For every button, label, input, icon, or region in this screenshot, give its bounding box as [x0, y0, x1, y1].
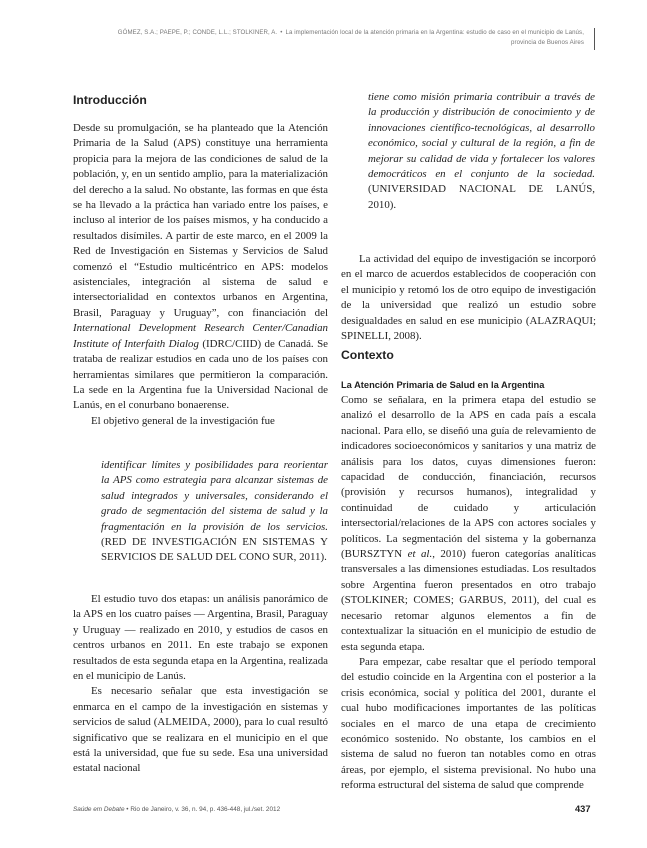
intro-p1-text-b: (IDRC/CIID) de Canadá. Se trataba de realizar estudios en cada uno de los países con herramientas similares que permitieron la comparación. La sede en la Argentina fue la Universidad Nacional de Lanús, en el conurbano bonaerense.	[73, 337, 328, 412]
university-quote-italic: tiene como misión primaria contribuir a través de la producción y distribución de conocimiento y de innovaciones científico-tecnológicas, al desarrollo económico, social y cultural de la región, a fin de mejorar su calidad de vida y fortalecer los valores democráticos en el conjunto de la sociedad.	[368, 91, 595, 181]
objective-quote	[101, 458, 328, 566]
team-paragraph	[341, 252, 596, 344]
header-rule	[594, 28, 595, 50]
intro-paragraph-1	[73, 121, 328, 429]
header-title-line2: provincia de Buenos Aires	[511, 39, 584, 46]
team-paragraph-text: La actividad del equipo de investigación se incorporó en el marco de acuerdos establecidos de cooperación con el municipio y retomó los de otro equipo de investigación de la universidad que realizó un estudio sobre desigualdades en salud en ese municipio (ALAZRAQUI; SPINELLI, 2008).	[341, 253, 596, 343]
contexto-paragraph-2: Para empezar, cabe resaltar que el período temporal del estudio coincide en la Argentina con el posterior a la crisis económica, social y política del 2001, durante el cual hubo modificaciones importantes de las políticas sociales en el marco de una etapa de crecimiento económico sostenido. No obstante, los cambios en el sistema de salud no fueron tan notables como en otras áreas, por ejemplo, el sistema previsional. No hubo una reforma estructural del sistema de salud que comprende	[341, 655, 596, 792]
university-quote	[368, 90, 595, 213]
section-heading-contexto: Contexto	[341, 348, 394, 362]
subsection-heading-aps-argentina: La Atención Primaria de Salud en la Argentina	[341, 380, 545, 390]
footer-journal: Saúde em Debate	[73, 806, 125, 813]
page-number: 437	[575, 804, 591, 814]
footer-separator: •	[126, 806, 129, 813]
header-authors: GÓMEZ, S.A.; PAEPE, P.; CONDE, L.L.; STOLKINER, A.	[117, 29, 278, 36]
header-title-line1: La implementación local de la atención primaria en la Argentina: estudio de caso en el municipio de Lanús,	[285, 29, 584, 36]
intro-p1-italic: International Development Research Center/Canadian Institute of Interfaith Dialog	[73, 322, 328, 350]
intro-paragraph-2: El objetivo general de la investigación fue	[91, 414, 275, 427]
objective-quote-italic: identificar límites y posibilidades para reorientar la APS como estrategia para alcanzar sistemas de salud integrados y universales, considerando el grado de segmentación del sistema de salud y la fragmentación en la provisión de los servicios.	[101, 459, 328, 533]
contexto-paragraphs	[341, 393, 596, 794]
running-header-line1	[72, 28, 584, 38]
objective-quote-citation: (RED DE INVESTIGACIÓN EN SISTEMAS Y SERVICIOS DE SALUD DEL CONO SUR, 2011).	[101, 536, 328, 564]
section-heading-introduccion: Introducción	[73, 93, 147, 107]
header-separator: •	[280, 29, 283, 36]
intro-paragraphs-3-4	[73, 592, 328, 777]
intro-paragraph-3: El estudio tuvo dos etapas: un análisis panorámico de la APS en los cuatro países — Argentina, Brasil, Paraguay y Uruguay — realizado en 2010, y estudios de casos en centros urbanos en 2011. En este trabajo se exponen resultados de esta segunda etapa en la Argentina, realizada en el municipio de Lanús.	[73, 593, 328, 683]
footer-details: Rio de Janeiro, v. 36, n. 94, p. 436-448, jul./set. 2012	[130, 806, 281, 813]
university-quote-citation: (UNIVERSIDAD NACIONAL DE LANÚS, 2010).	[368, 183, 595, 211]
contexto-p1-text-b: , 2010) fueron categorías analíticas transversales a las dimensiones estudiadas. Los resultados sobre Argentina fueron presentados en otro trabajo (STOLKINER; COMES; GARBUS, 2011), del cual es necesario retomar algunos elementos a fin de contextualizar la situación en el municipio de estudio de esta segunda etapa.	[341, 548, 596, 653]
intro-p1-text-a: Desde su promulgación, se ha planteado que la Atención Primaria de la Salud (APS) constituye una herramienta propicia para la mejora de las condiciones de salud de la población, y, en un sentido amplio, para la materialización del derecho a la salud. No obstante, las formas en que ésta se ha llevado a la práctica han variado entre los países, e incluso al interior de los países mismos, y ha conducido a resultados disímiles. A partir de este marco, en el 2009 la Red de Investigación en Sistemas y Servicios de Salud comenzó el “Estudio multicéntrico en APS: modelos asistenciales, integración al sistema de salud e intersectorialidad en contextos urbanos en Argentina, Brasil, Paraguay y Uruguay”, con financiación del	[73, 122, 328, 319]
intro-paragraph-4: Es necesario señalar que esta investigación se enmarca en el campo de la investigación en sistemas y servicios de salud (ALMEIDA, 2000), para lo cual resultó significativo que se realizara en el municipio en el que está la universidad, que fue su sede. Esa una universidad estatal nacional	[73, 685, 328, 775]
contexto-p1-text-a: Como se señalara, en la primera etapa del estudio se analizó el desarrollo de la APS en cada país a escala nacional. Para ello, se diseñó una guía de relevamiento de indicadores socioeconómicos y sanitarios y una matriz de análisis para los datos, cuyas dimensiones fueron: capacidad de conducción, financiación, recursos (provisión y recursos humanos), integralidad y continuidad de cuidado y articulación intersectorial/relaciones de la APS con actores sociales y políticos. La segmentación del sistema y la gobernanza (BURSZTYN	[341, 394, 596, 561]
contexto-p1-italic: et al.	[407, 548, 433, 561]
running-header	[72, 28, 584, 48]
footer-citation	[73, 806, 280, 813]
